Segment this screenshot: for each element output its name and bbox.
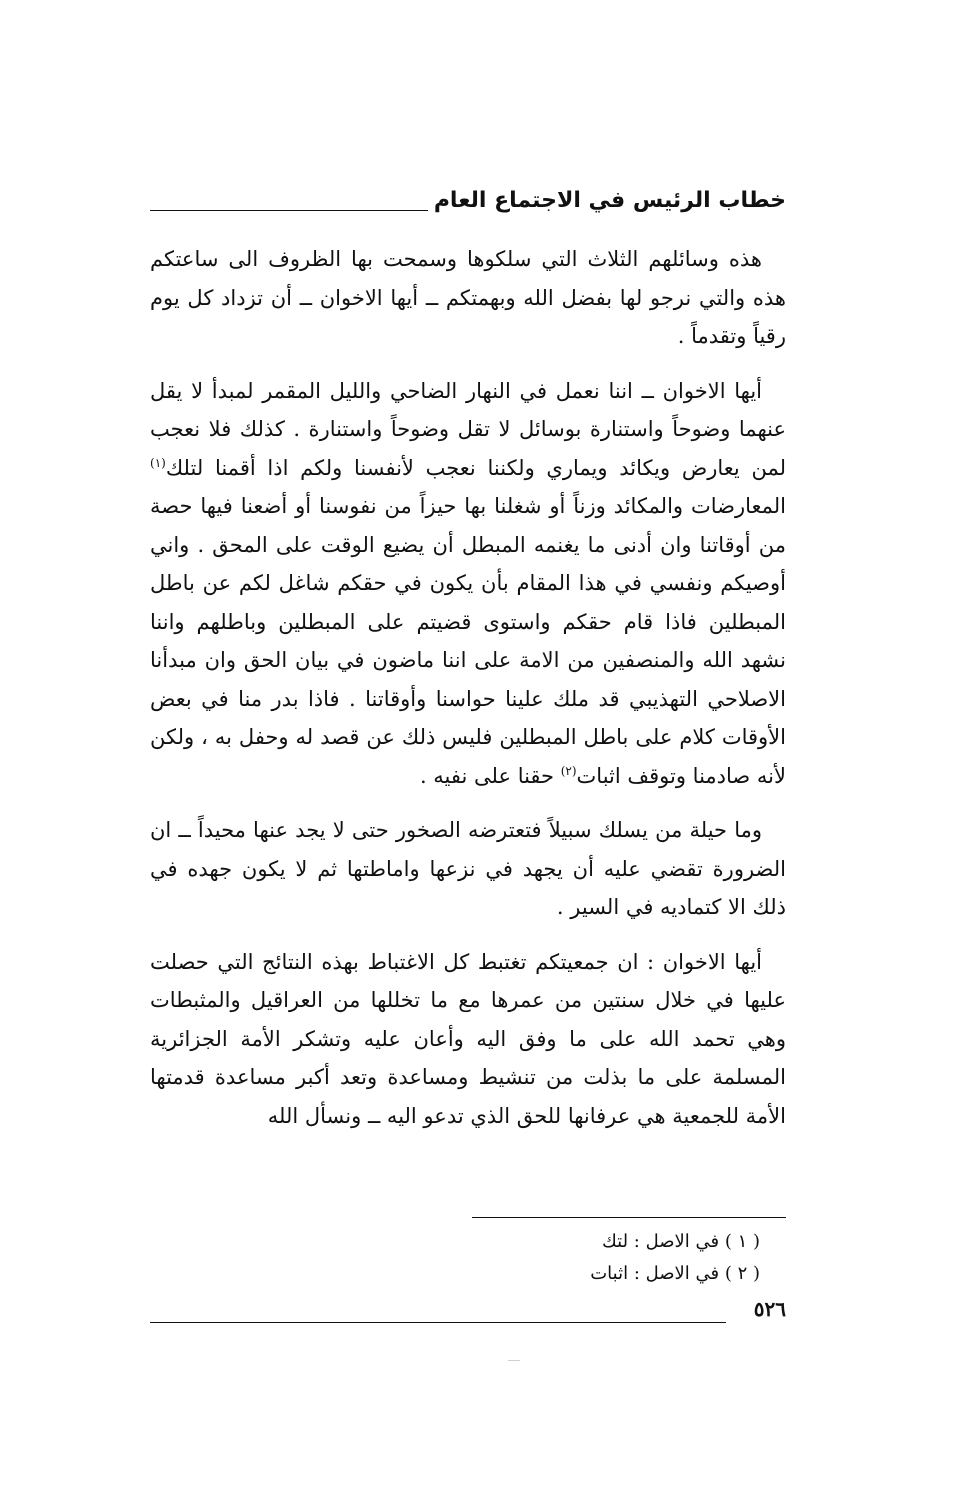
- footnote-rule: [472, 1217, 786, 1218]
- running-header: [150, 186, 786, 226]
- paragraph-text: أيها الاخوان : ان جمعيتكم تغتبط كل الاغتباط بهذه النتائج التي حصلت عليها في خلال سنتين من عمرها مع ما تخللها من العراقيل والمثبطات وهي تحمد الله على ما وفق اليه وأعان عليه وتشكر الأمة الجزائرية المسلمة على ما بذلت من تنشيط ومساعدة وتعد أكبر مساعدة قدمتها الأمة للجمعية هي عرفانها للحق الذي تدعو اليه ــ ونسأل الله: [150, 949, 787, 1128]
- paragraph-text: حقنا على نفيه .: [419, 763, 561, 788]
- paragraph-text: المعارضات والمكائد وزناً أو شغلنا بها حيزاً من نفوسنا أو أضعنا فيها حصة من أوقاتنا وان أدنى ما يغنمه المبطل أن يضيع الوقت على المحق . واني أوصيكم ونفسي في هذا المقام بأن يكون في حقكم شاغل لكم عن باطل المبطلين فاذا قام حقكم واستوى قضيتم على المبطلين وباطلهم واننا نشهد الله والمنصفين من الامة على اننا ماضون في بيان الحق وان مبدأنا الاصلاحي التهذيبي قد ملك علينا حواسنا وأوقاتنا . فاذا بدر منا في بعض الأوقات كلام على باطل المبطلين فليس ذلك عن قصد له وحفل به ، ولكن لأنه صادمنا وتوقف اثبات: [150, 494, 786, 788]
- footnote-2: ( ٢ ) في الاصل : اثبات: [590, 1263, 760, 1284]
- running-title: خطاب الرئيس في الاجتماع العام: [428, 186, 786, 216]
- paragraph-1: [150, 240, 786, 356]
- paragraph-text: وما حيلة من يسلك سبيلاً فتعترضه الصخور حتى لا يجد عنها محيداً ــ ان الضرورة تقضي عليه أن يجهد في نزعها واماطتها ثم لا يكون جهده في ذلك الا كتماديه في السير .: [150, 818, 786, 919]
- footnote-ref-1: (١): [150, 455, 166, 470]
- footnote-1: ( ١ ) في الاصل : لتك: [602, 1231, 760, 1252]
- footnote-ref-2: (٢): [560, 763, 577, 778]
- page-footer: [150, 1296, 786, 1326]
- paragraph-text: هذه وسائلهم الثلاث التي سلكوها وسمحت بها الظروف الى ساعتكم هذه والتي نرجو لها بفضل الله وبهمتكم ــ أيها الاخوان ــ أن تزداد كل يوم رقياً وتقدماً .: [150, 247, 786, 348]
- paragraph-text: أيها الاخوان ــ اننا نعمل في النهار الضاحي والليل المقمر لمبدأ لا يقل عنهما وضوحاً واستنارة بوسائل لا تقل وضوحاً واستنارة . كذلك فلا نعجب لمن يعارض ويكائد ويماري ولكننا نعجب لأنفسنا ولكم اذا أقمنا لتلك: [150, 378, 786, 480]
- paragraph-4: [150, 943, 786, 1136]
- paragraph-3: [150, 811, 786, 927]
- paragraph-2: [150, 372, 786, 796]
- footer-rule: [150, 1322, 726, 1323]
- scan-mark: [508, 1360, 520, 1361]
- body-text: [150, 240, 786, 1151]
- page-number: ٥٢٦: [746, 1296, 786, 1322]
- footnotes: [450, 1226, 760, 1290]
